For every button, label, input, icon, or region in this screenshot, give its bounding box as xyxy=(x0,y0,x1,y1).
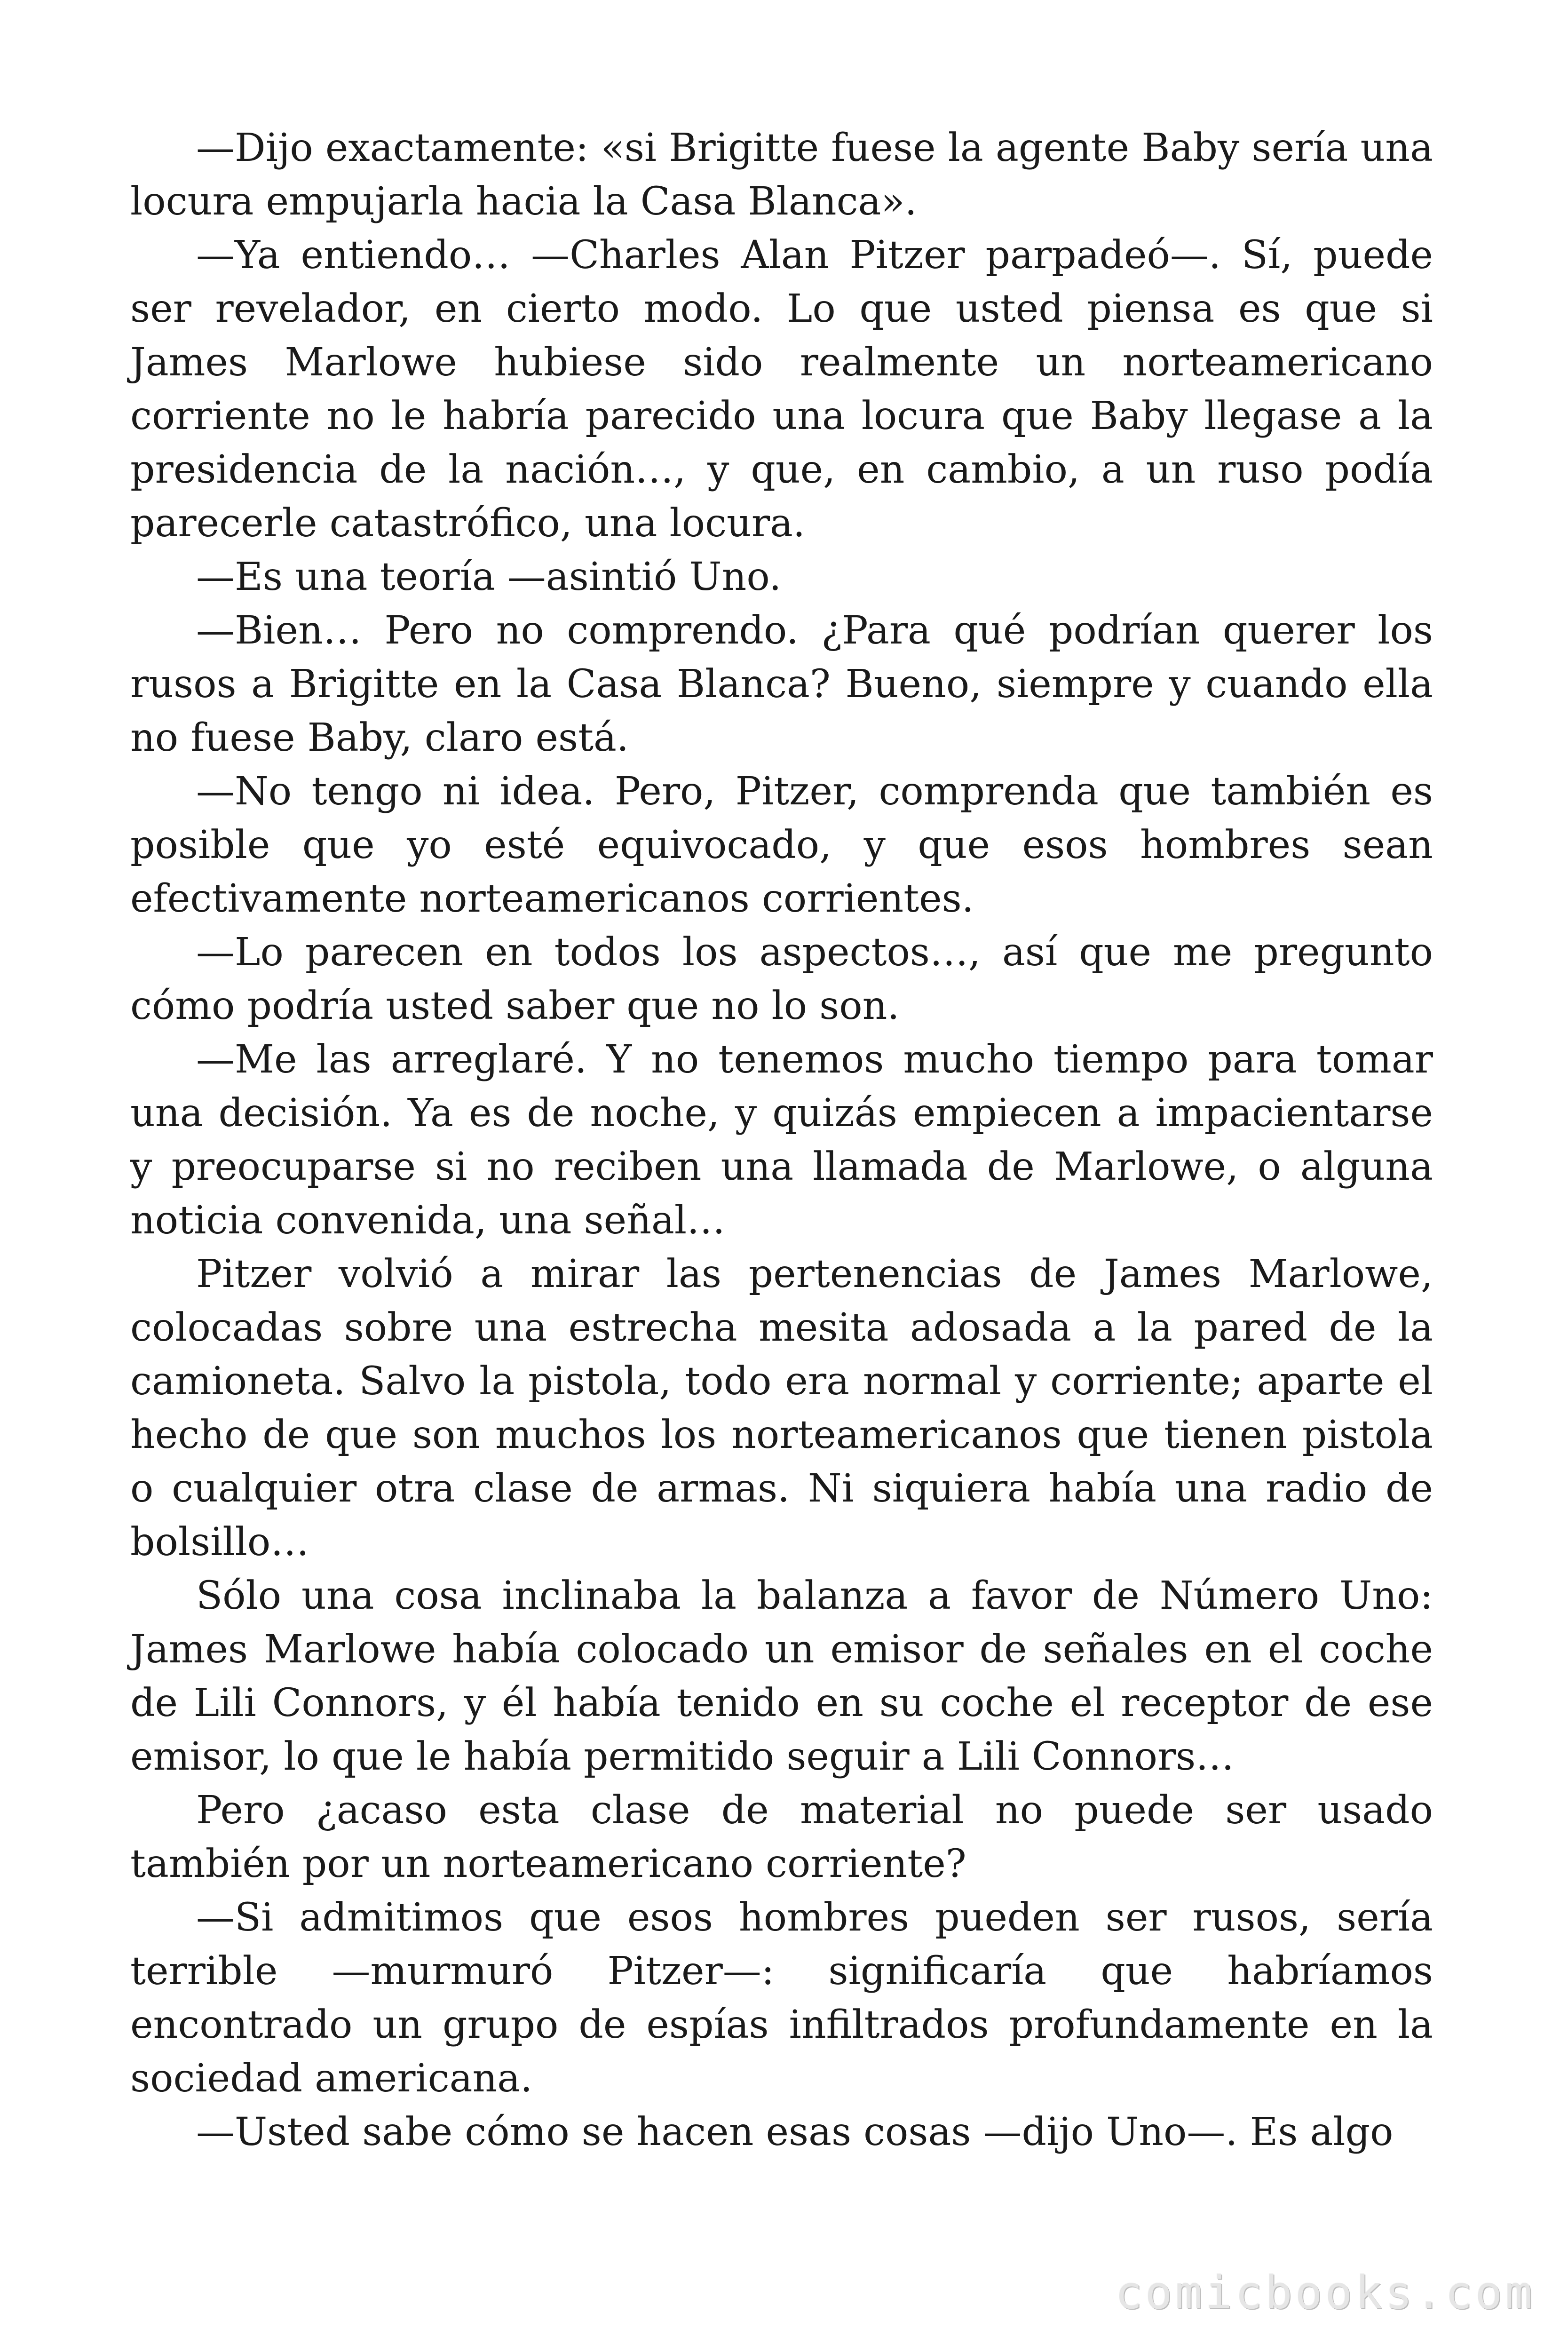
paragraph: Sólo una cosa inclinaba la balanza a favor de Número Uno: James Marlowe había colocado un emisor de señales en el coche de Lili Connors, y él había tenido en su coche el receptor de ese emisor, lo que le había permitido seguir a Lili Connors… xyxy=(130,1573,1433,1779)
paragraph: —No tengo ni idea. Pero, Pitzer, comprenda que también es posible que yo esté equivocado, y que esos hombres sean efectivamente norteamericanos corrientes. xyxy=(130,769,1433,921)
watermark: comicbooks.com xyxy=(1115,2266,1535,2319)
paragraph: —Bien… Pero no comprendo. ¿Para qué podrían querer los rusos a Brigitte en la Casa Blanca? Bueno, siempre y cuando ella no fuese Baby, claro está. xyxy=(130,608,1433,760)
paragraph: —Me las arreglaré. Y no tenemos mucho tiempo para tomar una decisión. Ya es de noche, y quizás empiecen a impacientarse y preocuparse si no reciben una llamada de Marlowe, o alguna noticia convenida, una señal… xyxy=(130,1037,1433,1243)
paragraph: —Ya entiendo… —Charles Alan Pitzer parpadeó—. Sí, puede ser revelador, en cierto modo. Lo que usted piensa es que si James Marlowe hubiese sido realmente un norteamericano corriente no le habría parecido una locura que Baby llegase a la presidencia de la nación…, y que, en cambio, a un ruso podía parecerle catastrófico, una locura. xyxy=(130,233,1433,546)
paragraph: —Usted sabe cómo se hacen esas cosas —dijo Uno—. Es algo xyxy=(196,2110,1394,2154)
paragraph: —Dijo exactamente: «si Brigitte fuese la agente Baby sería una locura empujarla hacia la Casa Blanca». xyxy=(130,126,1433,224)
paragraph: Pitzer volvió a mirar las pertenencias de James Marlowe, colocadas sobre una estrecha mesita adosada a la pared de la camioneta. Salvo la pistola, todo era normal y corriente; aparte el hecho de que son muchos los norteamericanos que tienen pistola o cualquier otra clase de armas. Ni siquiera había una radio de bolsillo… xyxy=(130,1252,1433,1565)
paragraph: —Lo parecen en todos los aspectos…, así que me pregunto cómo podría usted saber que no lo son. xyxy=(130,930,1433,1028)
paragraph: —Si admitimos que esos hombres pueden ser rusos, sería terrible —murmuró Pitzer—: significaría que habríamos encontrado un grupo de espías infiltrados profundamente en la sociedad americana. xyxy=(130,1895,1433,2101)
paragraph: Pero ¿acaso esta clase de material no puede ser usado también por un norteamericano corriente? xyxy=(130,1788,1433,1886)
paragraph: —Es una teoría —asintió Uno. xyxy=(196,555,782,599)
body-text xyxy=(130,121,1433,2159)
